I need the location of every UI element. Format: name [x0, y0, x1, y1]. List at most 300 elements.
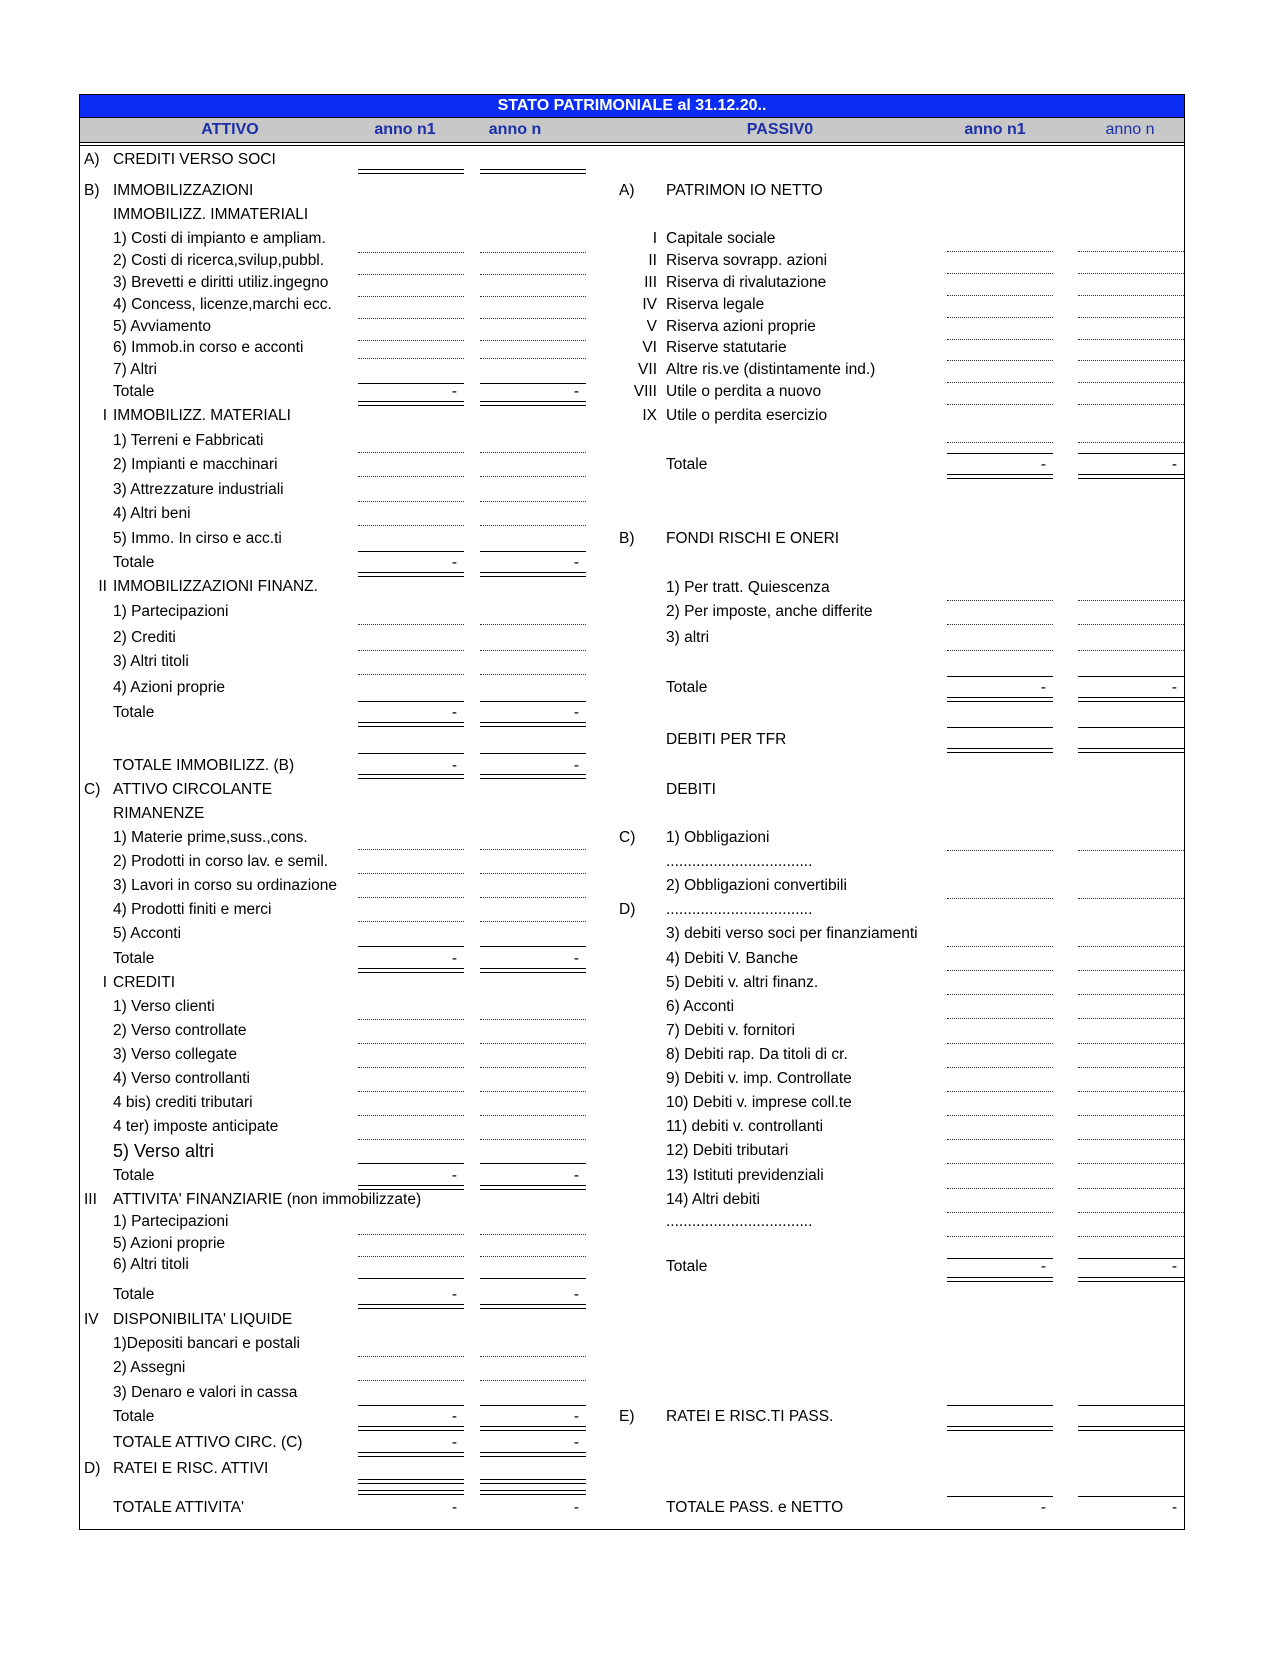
- value-field-1: [1078, 994, 1184, 995]
- subtotal-line-1: [480, 1405, 586, 1406]
- value-field-1: [480, 476, 586, 477]
- value-field-0: [947, 1212, 1053, 1213]
- totale-label: Totale: [666, 679, 708, 696]
- value-field-1: [1078, 1115, 1184, 1116]
- section-label: CREDITI VERSO SOCI: [113, 151, 276, 168]
- line-item-label: 5) Debiti v. altri finanz.: [666, 974, 819, 991]
- value-field-0: [947, 317, 1053, 318]
- line-item-label: 5) Avviamento: [113, 318, 211, 335]
- value-field-0: [358, 897, 464, 898]
- subtotal-line-0: [947, 676, 1053, 677]
- value-field-0: [358, 1043, 464, 1044]
- line-item-label: 5) Azioni proprie: [113, 1235, 226, 1252]
- total-value: -: [573, 1499, 579, 1516]
- total-value: -: [451, 1434, 457, 1451]
- value-field-0: [358, 1115, 464, 1116]
- value-field-0: [947, 1163, 1053, 1164]
- grand-total-label: TOTALE PASS. e NETTO: [666, 1499, 844, 1516]
- subtotal-line-0: [947, 1405, 1053, 1406]
- value-field-1: [1078, 850, 1184, 851]
- totale-label: Totale: [113, 1408, 155, 1425]
- value-field-0: [358, 1356, 464, 1357]
- total-value: -: [1040, 1499, 1046, 1516]
- subsection-label: IMMOBILIZZ. MATERIALI: [113, 407, 291, 424]
- line-item-label: 4 bis) crediti tributari: [113, 1094, 253, 1111]
- line-item-label: 1)Depositi bancari e postali: [113, 1335, 300, 1352]
- total-double-line-1: [480, 401, 586, 406]
- value-field-1: [480, 624, 586, 625]
- value-field-0: [358, 1380, 464, 1381]
- value-field-1: [480, 296, 586, 297]
- total-double-line-0: [947, 1426, 1053, 1431]
- total-double-line-1: [480, 774, 586, 779]
- line-item-label: 6) Altri titoli: [113, 1256, 189, 1273]
- line-item-label: 1) Verso clienti: [113, 998, 215, 1015]
- line-item-label: Altre ris.ve (distintamente ind.): [666, 361, 876, 378]
- total-double-line-1: [480, 1185, 586, 1190]
- total-value: -: [1040, 1258, 1046, 1275]
- section-label: ATTIVO CIRCOLANTE: [113, 781, 273, 798]
- total-double-line-0: [947, 474, 1053, 479]
- value-field-0: [947, 442, 1053, 443]
- subtotal-line-1: [480, 701, 586, 702]
- value-field-1: [1078, 339, 1184, 340]
- value-field-0: [947, 600, 1053, 601]
- total-double-line-0: [947, 697, 1053, 702]
- value-field-1: [480, 274, 586, 275]
- subtotal-line-1: [1078, 727, 1184, 728]
- line-item-label: 2) Impianti e macchinari: [113, 456, 278, 473]
- line-item-label: 4) Prodotti finiti e merci: [113, 901, 272, 918]
- section-marker: B): [619, 530, 635, 547]
- line-item-label: 4) Verso controllanti: [113, 1070, 250, 1087]
- total-double-line-0: [358, 1490, 464, 1495]
- line-item-label: 3) debiti verso soci per finanziamenti: [666, 925, 918, 942]
- value-field-0: [358, 921, 464, 922]
- line-item-label: ..................................: [666, 1213, 813, 1230]
- subsection-label: DEBITI PER TFR: [666, 731, 787, 748]
- value-field-1: [1078, 650, 1184, 651]
- value-field-1: [1078, 946, 1184, 947]
- line-item-label: 3) altri: [666, 629, 710, 646]
- line-item-label: 7) Altri: [113, 361, 157, 378]
- line-item-label: 2) Obbligazioni convertibili: [666, 877, 847, 894]
- totale-label: Totale: [113, 1167, 155, 1184]
- line-item-label: 2) Prodotti in corso lav. e semil.: [113, 853, 329, 870]
- total-value: -: [451, 554, 457, 571]
- total-value: -: [573, 1286, 579, 1303]
- total-double-line-1: [480, 1426, 586, 1431]
- value-field-1: [480, 501, 586, 502]
- total-value: -: [573, 704, 579, 721]
- totale-label: Totale: [113, 950, 155, 967]
- section-marker: C): [619, 829, 636, 846]
- value-field-1: [1078, 1043, 1184, 1044]
- value-field-1: [480, 1380, 586, 1381]
- value-field-1: [1078, 360, 1184, 361]
- value-field-1: [1078, 1067, 1184, 1068]
- value-field-1: [1078, 1091, 1184, 1092]
- value-field-0: [358, 1256, 464, 1257]
- value-field-0: [947, 1139, 1053, 1140]
- value-field-1: [1078, 970, 1184, 971]
- value-field-1: [480, 674, 586, 675]
- line-item-label: 3) Altri titoli: [113, 653, 189, 670]
- total-double-line-1: [480, 1490, 586, 1495]
- line-item-label: 10) Debiti v. imprese coll.te: [666, 1094, 852, 1111]
- totale-label: Totale: [113, 554, 155, 571]
- total-label: TOTALE IMMOBILIZZ. (B): [113, 757, 295, 774]
- roman-numeral: VI: [642, 339, 657, 356]
- value-field-0: [358, 476, 464, 477]
- value-field-0: [358, 501, 464, 502]
- total-double-line-1: [480, 968, 586, 973]
- value-field-0: [358, 274, 464, 275]
- line-item-label: 3) Lavori in corso su ordinazione: [113, 877, 338, 894]
- value-field-0: [358, 1019, 464, 1020]
- value-field-0: [947, 295, 1053, 296]
- total-double-line-0: [358, 572, 464, 577]
- section-marker: B): [84, 182, 100, 199]
- subtotal-line-0: [358, 1163, 464, 1164]
- roman-numeral: I: [102, 974, 107, 991]
- line-item-label: 2) Verso controllate: [113, 1022, 247, 1039]
- value-field-1: [480, 252, 586, 253]
- total-double-line-0: [358, 401, 464, 406]
- value-field-1: [480, 525, 586, 526]
- line-item-label: 3) Denaro e valori in cassa: [113, 1384, 298, 1401]
- total-value: -: [1040, 679, 1046, 696]
- subtotal-line-0: [947, 453, 1053, 454]
- line-item-label: Capitale sociale: [666, 230, 776, 247]
- value-field-1: [1078, 898, 1184, 899]
- subtotal-line-1: [480, 753, 586, 754]
- value-field-1: [1078, 600, 1184, 601]
- line-item-label: 2) Crediti: [113, 629, 176, 646]
- line-item-label: 8) Debiti rap. Da titoli di cr.: [666, 1046, 848, 1063]
- roman-numeral: IV: [84, 1311, 99, 1328]
- value-field-1: [480, 1043, 586, 1044]
- total-value: -: [451, 1167, 457, 1184]
- subtotal-line-0: [947, 1496, 1053, 1497]
- roman-numeral: III: [644, 274, 657, 291]
- line-item-label: 4) Debiti V. Banche: [666, 950, 799, 967]
- value-field-0: [947, 994, 1053, 995]
- value-field-1: [480, 358, 586, 359]
- subsection-label: DISPONIBILITA' LIQUIDE: [113, 1311, 293, 1328]
- total-double-line-1: [1078, 697, 1184, 702]
- value-field-0: [947, 898, 1053, 899]
- subsection-label: ATTIVITA' FINANZIARIE (non immobilizzate): [113, 1191, 422, 1208]
- value-field-0: [947, 1115, 1053, 1116]
- subsection-label: IMMOBILIZZAZIONI FINANZ.: [113, 578, 318, 595]
- col-anno-n-right: anno n: [1105, 121, 1155, 138]
- roman-numeral: II: [98, 578, 107, 595]
- value-field-1: [480, 340, 586, 341]
- subtotal-line-1: [1078, 676, 1184, 677]
- total-double-line-0: [358, 774, 464, 779]
- value-field-1: [480, 1067, 586, 1068]
- total-value: -: [451, 704, 457, 721]
- value-field-1: [480, 1139, 586, 1140]
- value-field-1: [1078, 1018, 1184, 1019]
- total-double-line-1: [480, 1304, 586, 1309]
- roman-numeral: III: [84, 1191, 97, 1208]
- line-item-label: 4) Altri beni: [113, 505, 191, 522]
- value-field-0: [947, 1043, 1053, 1044]
- total-value: -: [451, 757, 457, 774]
- line-item-label: 11) debiti v. controllanti: [666, 1118, 824, 1135]
- section-label: PATRIMON IO NETTO: [666, 182, 823, 199]
- section-marker: D): [84, 1460, 101, 1477]
- line-item-label: 9) Debiti v. imp. Controllate: [666, 1070, 852, 1087]
- line-item-label: 7) Debiti v. fornitori: [666, 1022, 795, 1039]
- subsection-label: CREDITI: [113, 974, 175, 991]
- value-field-0: [358, 318, 464, 319]
- value-field-1: [1078, 1188, 1184, 1189]
- value-field-0: [947, 1018, 1053, 1019]
- total-double-line-1: [1078, 748, 1184, 753]
- line-item-label: Utile o perdita a nuovo: [666, 383, 822, 400]
- line-item-label: 3) Brevetti e diritti utiliz.ingegno: [113, 274, 329, 291]
- grand-total-label: TOTALE ATTIVITA': [113, 1499, 245, 1516]
- value-field-0: [358, 296, 464, 297]
- value-field-1: [480, 897, 586, 898]
- line-item-label: Riserva legale: [666, 296, 765, 313]
- col-passivo: PASSIV0: [746, 121, 814, 138]
- line-item-label: Riserva azioni proprie: [666, 318, 816, 335]
- section-label: RATEI E RISC.TI PASS.: [666, 1408, 834, 1425]
- value-field-0: [358, 873, 464, 874]
- value-field-0: [947, 382, 1053, 383]
- subtotal-line-0: [358, 701, 464, 702]
- value-field-0: [947, 1188, 1053, 1189]
- value-field-1: [1078, 382, 1184, 383]
- line-item-label: 4 ter) imposte anticipate: [113, 1118, 279, 1135]
- section-label: FONDI RISCHI E ONERI: [666, 530, 840, 547]
- value-field-0: [358, 1067, 464, 1068]
- value-field-1: [1078, 273, 1184, 274]
- section-marker: A): [84, 151, 100, 168]
- line-item-label: 6) Acconti: [666, 998, 735, 1015]
- line-item-label: Riserve statutarie: [666, 339, 787, 356]
- subtotal-line-1: [1078, 453, 1184, 454]
- value-field-0: [947, 650, 1053, 651]
- value-field-1: [1078, 317, 1184, 318]
- roman-numeral: I: [652, 230, 657, 247]
- value-field-0: [358, 1091, 464, 1092]
- col-anno-n-left: anno n: [488, 121, 542, 138]
- total-value: -: [1171, 1258, 1177, 1275]
- value-field-0: [358, 624, 464, 625]
- value-field-1: [480, 318, 586, 319]
- subtotal-line-0: [358, 1405, 464, 1406]
- total-double-line-0: [358, 1426, 464, 1431]
- value-field-0: [947, 404, 1053, 405]
- total-value: -: [573, 950, 579, 967]
- section-label: IMMOBILIZZAZIONI: [113, 182, 254, 199]
- total-double-line-0: [358, 169, 464, 174]
- sheet-title: STATO PATRIMONIALE al 31.12.20..: [79, 94, 1185, 118]
- value-field-0: [947, 339, 1053, 340]
- total-value: -: [451, 1499, 457, 1516]
- value-field-1: [480, 1256, 586, 1257]
- col-anno-n1-right: anno n1: [964, 121, 1026, 138]
- section-marker: A): [619, 182, 635, 199]
- line-item-label: 3) Attrezzature industriali: [113, 481, 284, 498]
- total-double-line-0: [358, 968, 464, 973]
- total-double-line-0: [947, 748, 1053, 753]
- subtotal-line-1: [480, 551, 586, 552]
- value-field-0: [947, 273, 1053, 274]
- line-item-label: Riserva di rivalutazione: [666, 274, 827, 291]
- value-field-1: [480, 1019, 586, 1020]
- value-field-1: [480, 650, 586, 651]
- value-field-1: [480, 921, 586, 922]
- value-field-1: [1078, 1236, 1184, 1237]
- value-field-1: [1078, 1212, 1184, 1213]
- line-item-label: 2) Assegni: [113, 1359, 186, 1376]
- totale-label: Totale: [113, 383, 155, 400]
- subtotal-line-1: [1078, 1496, 1184, 1497]
- value-field-1: [480, 1115, 586, 1116]
- line-item-label: 1) Obbligazioni: [666, 829, 770, 846]
- line-item-label: 6) Immob.in corso e acconti: [113, 339, 304, 356]
- total-double-line-1: [480, 1452, 586, 1457]
- total-value: -: [573, 1167, 579, 1184]
- col-attivo: ATTIVO: [201, 121, 259, 138]
- total-label: TOTALE ATTIVO CIRC. (C): [113, 1434, 303, 1451]
- value-field-1: [480, 1356, 586, 1357]
- value-field-1: [1078, 404, 1184, 405]
- line-item-label: 2) Costi di ricerca,svilup,pubbl.: [113, 252, 325, 269]
- value-field-0: [947, 251, 1053, 252]
- value-field-0: [358, 452, 464, 453]
- subtotal-line-0: [358, 551, 464, 552]
- value-field-0: [947, 1091, 1053, 1092]
- value-field-1: [1078, 295, 1184, 296]
- total-value: -: [1171, 456, 1177, 473]
- total-double-line-0: [358, 1479, 464, 1484]
- roman-numeral: VIII: [633, 383, 657, 400]
- value-field-1: [480, 452, 586, 453]
- line-item-label: 5) Acconti: [113, 925, 182, 942]
- total-double-line-1: [480, 722, 586, 727]
- line-item-label: 3) Verso collegate: [113, 1046, 238, 1063]
- line-item-label: 1) Terreni e Fabbricati: [113, 432, 264, 449]
- roman-numeral: IX: [642, 407, 657, 424]
- value-field-0: [358, 525, 464, 526]
- total-value: -: [1171, 679, 1177, 696]
- roman-numeral: IV: [642, 296, 657, 313]
- line-item-label: 1) Partecipazioni: [113, 603, 229, 620]
- totale-label: Totale: [666, 1258, 708, 1275]
- totale-label: Totale: [113, 1286, 155, 1303]
- line-item-label: 12) Debiti tributari: [666, 1142, 789, 1159]
- subtotal-line-1: [1078, 1405, 1184, 1406]
- total-value: -: [451, 383, 457, 400]
- roman-numeral: I: [102, 407, 107, 424]
- line-item-label: 1) Costi di impianto e ampliam.: [113, 230, 326, 247]
- value-field-0: [947, 624, 1053, 625]
- subtotal-line-0: [947, 727, 1053, 728]
- value-field-0: [947, 1067, 1053, 1068]
- value-field-0: [358, 252, 464, 253]
- section-label: RATEI E RISC. ATTIVI: [113, 1460, 269, 1477]
- line-item-label: 14) Altri debiti: [666, 1191, 760, 1208]
- roman-numeral: II: [648, 252, 657, 269]
- line-item-label: ..................................: [666, 853, 813, 870]
- value-field-0: [358, 358, 464, 359]
- total-value: -: [1040, 456, 1046, 473]
- value-field-1: [1078, 1163, 1184, 1164]
- line-item-label: 2) Per imposte, anche differite: [666, 603, 873, 620]
- section-marker: D): [619, 901, 636, 918]
- subtotal-line-1: [480, 1163, 586, 1164]
- subtotal-line-0: [358, 946, 464, 947]
- total-value: -: [573, 383, 579, 400]
- line-item-label: 13) Istituti previdenziali: [666, 1167, 824, 1184]
- total-double-line-0: [358, 1452, 464, 1457]
- total-double-line-1: [480, 169, 586, 174]
- line-item-label: 1) Partecipazioni: [113, 1213, 229, 1230]
- subsection-label: DEBITI: [666, 781, 716, 798]
- total-double-line-1: [1078, 474, 1184, 479]
- value-field-0: [358, 1139, 464, 1140]
- section-marker: C): [84, 781, 101, 798]
- header-underline: [79, 142, 1185, 146]
- subtotal-line-0: [358, 1278, 464, 1279]
- subtotal-line-1: [480, 1278, 586, 1279]
- roman-numeral: V: [646, 318, 657, 335]
- line-item-label: 4) Concess, licenze,marchi ecc.: [113, 296, 332, 313]
- totale-label: Totale: [666, 456, 708, 473]
- totale-label: Totale: [113, 704, 155, 721]
- total-double-line-0: [947, 1277, 1053, 1282]
- value-field-1: [480, 1234, 586, 1235]
- total-double-line-1: [480, 1479, 586, 1484]
- line-item-label: 4) Azioni proprie: [113, 679, 226, 696]
- value-field-0: [358, 340, 464, 341]
- value-field-0: [947, 970, 1053, 971]
- subsection-label: RIMANENZE: [113, 805, 205, 822]
- value-field-0: [358, 1234, 464, 1235]
- total-double-line-1: [480, 572, 586, 577]
- value-field-1: [1078, 1139, 1184, 1140]
- total-value: -: [451, 950, 457, 967]
- value-field-0: [358, 849, 464, 850]
- value-field-0: [358, 650, 464, 651]
- line-item-label: 5) Verso altri: [113, 1141, 215, 1161]
- total-value: -: [573, 554, 579, 571]
- subtotal-line-0: [358, 753, 464, 754]
- line-item-label: ..................................: [666, 901, 813, 918]
- value-field-0: [947, 1236, 1053, 1237]
- roman-numeral: VII: [638, 361, 657, 378]
- value-field-0: [947, 850, 1053, 851]
- subtotal-line-1: [480, 946, 586, 947]
- line-item-label: 1) Materie prime,suss.,cons.: [113, 829, 308, 846]
- total-value: -: [1171, 1499, 1177, 1516]
- value-field-1: [480, 1091, 586, 1092]
- line-item-label: Riserva sovrapp. azioni: [666, 252, 828, 269]
- total-value: -: [573, 1408, 579, 1425]
- section-marker: E): [619, 1408, 635, 1425]
- value-field-1: [1078, 624, 1184, 625]
- total-double-line-0: [358, 722, 464, 727]
- total-double-line-1: [1078, 1277, 1184, 1282]
- value-field-0: [947, 360, 1053, 361]
